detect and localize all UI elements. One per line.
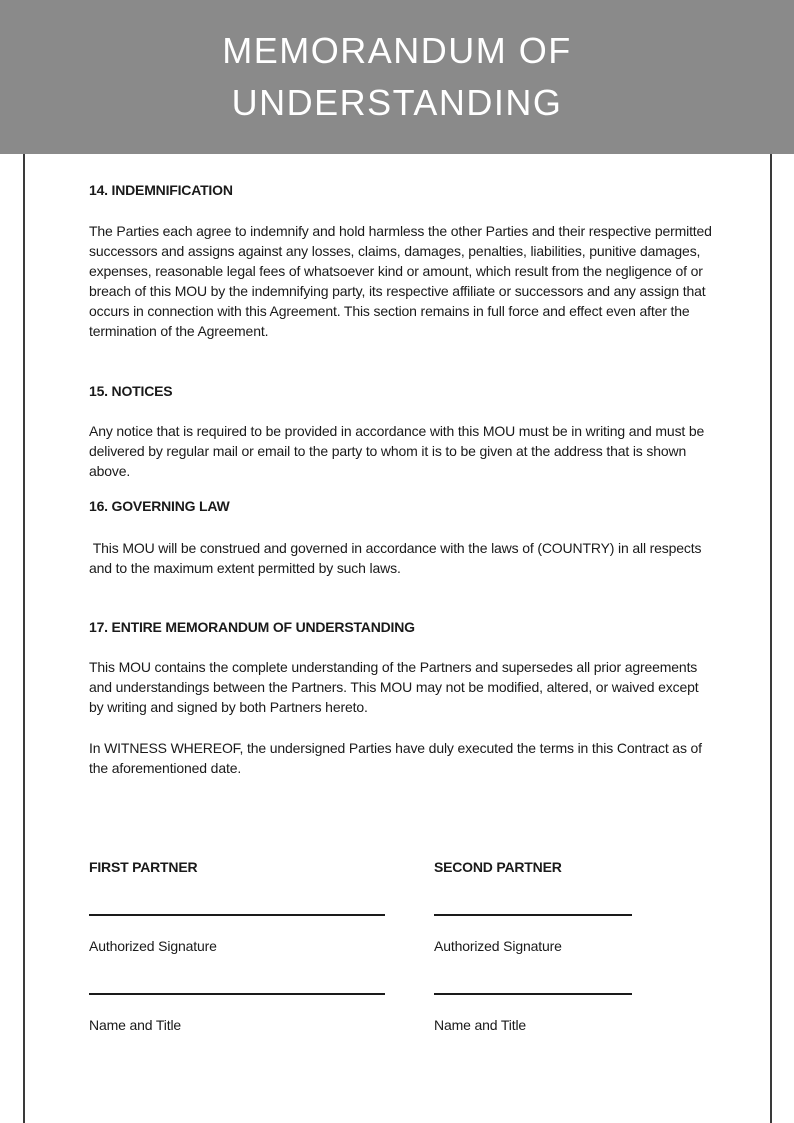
document-title-line-2: UNDERSTANDING <box>231 82 563 123</box>
section-body-wrapper <box>89 657 714 717</box>
second-signature-label: Authorized Signature <box>434 938 562 954</box>
document-title-line-1: MEMORANDUM OF <box>222 30 572 71</box>
section-body-wrapper <box>89 221 714 341</box>
witness-clause: In WITNESS WHEREOF, the undersigned Parties have duly executed the terms in this Contract as of the aforementioned date. <box>89 740 702 776</box>
section-heading: 15. NOTICES <box>89 383 173 399</box>
section-notices <box>89 383 714 399</box>
first-name-title-label: Name and Title <box>89 1017 182 1033</box>
section-body: Any notice that is required to be provided in accordance with this MOU must be in writing and must be delivered by regular mail or email to the party to whom it is to be given at the address that is shown above. <box>89 423 705 479</box>
second-name-title-label: Name and Title <box>434 1017 527 1033</box>
section-heading: 14. INDEMNIFICATION <box>89 182 233 198</box>
first-partner-heading: FIRST PARTNER <box>89 859 198 875</box>
section-body: The Parties each agree to indemnify and hold harmless the other Parties and their respective permitted successors and assigns against any losses, claims, damages, penalties, liabilities, punitive damages, expenses, reasonable legal fees of whatsoever kind or amount, which result from the negligence of or breach of this MOU by the indemnifying party, its respective affiliate or successors and any assign that occurs in connection with this Agreement. This section remains in full force and effect even after the termination of the Agreement. <box>89 223 712 339</box>
first-name-title-line[interactable] <box>89 993 385 995</box>
first-signature-label: Authorized Signature <box>89 938 217 954</box>
section-indemnification <box>89 182 714 198</box>
page-border-left <box>23 154 25 1123</box>
section-body-wrapper <box>89 421 714 481</box>
second-partner-heading: SECOND PARTNER <box>434 859 562 875</box>
section-heading: 17. ENTIRE MEMORANDUM OF UNDERSTANDING <box>89 619 415 635</box>
section-body: This MOU will be construed and governed in accordance with the laws of (COUNTRY) in all respects and to the maximum extent permitted by such laws. <box>89 540 706 576</box>
second-name-title-line[interactable] <box>434 993 632 995</box>
second-signature-line[interactable] <box>434 914 632 916</box>
section-body-wrapper <box>89 538 714 578</box>
first-signature-line[interactable] <box>89 914 385 916</box>
section-governing-law <box>89 498 714 514</box>
section-body: This MOU contains the complete understanding of the Partners and supersedes all prior agreements and understandings between the Partners. This MOU may not be modified, altered, or waived except by writing and signed by both Partners hereto. <box>89 659 699 715</box>
page-border-right <box>770 154 772 1123</box>
witness-wrapper <box>89 738 714 778</box>
section-heading: 16. GOVERNING LAW <box>89 498 230 514</box>
section-entire-mou <box>89 619 714 635</box>
title-banner <box>0 0 794 154</box>
